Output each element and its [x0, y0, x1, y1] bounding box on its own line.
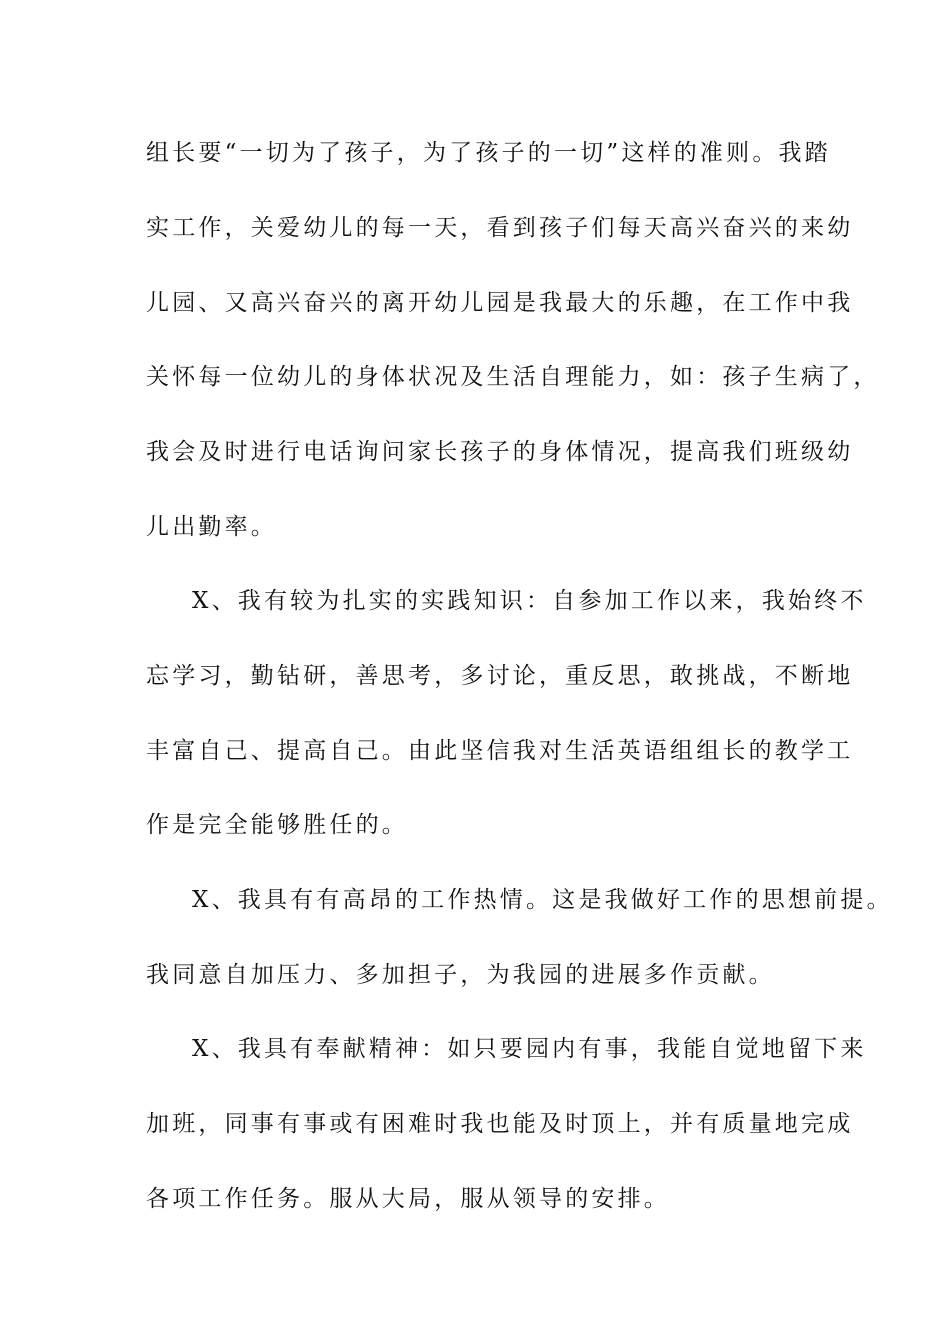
text-line: 我同意自加压力、多加担子，为我园的进展多作贡献。	[146, 962, 775, 988]
text-line: 儿园、又高兴奋兴的离开幼儿园是我最大的乐趣，在工作中我	[146, 290, 854, 316]
text-line: 实工作，关爱幼儿的每一天，看到孩子们每天高兴奋兴的来幼	[146, 215, 854, 241]
text-line: 关怀每一位幼儿的身体状况及生活自理能力，如：孩子生病了，	[146, 364, 880, 390]
text-line: 各项工作任务。服从大局，服从领导的安排。	[146, 1186, 670, 1212]
text-line: 加班，同事有事或有困难时我也能及时顶上，并有质量地完成	[146, 1111, 854, 1137]
paragraph-start-line: X、我具有奉献精神：如只要园内有事，我能自觉地留下来	[192, 1036, 867, 1062]
text-line: 组长要“一切为了孩子，为了孩子的一切”这样的准则。我踏	[146, 140, 831, 166]
text-line: 作是完全能够胜任的。	[146, 812, 408, 838]
paragraph-start-line: X、我具有有高昂的工作热情。这是我做好工作的思想前提。	[192, 887, 893, 913]
text-line: 丰富自己、提高自己。由此坚信我对生活英语组组长的教学工	[146, 738, 854, 764]
text-line: 儿出勤率。	[146, 514, 277, 540]
text-line: 忘学习，勤钻研，善思考，多讨论，重反思，敢挑战，不断地	[146, 663, 854, 689]
text-line: 我会及时进行电话询问家长孩子的身体情况，提高我们班级幼	[146, 439, 854, 465]
paragraph-start-line: X、我有较为扎实的实践知识：自参加工作以来，我始终不	[192, 588, 867, 614]
